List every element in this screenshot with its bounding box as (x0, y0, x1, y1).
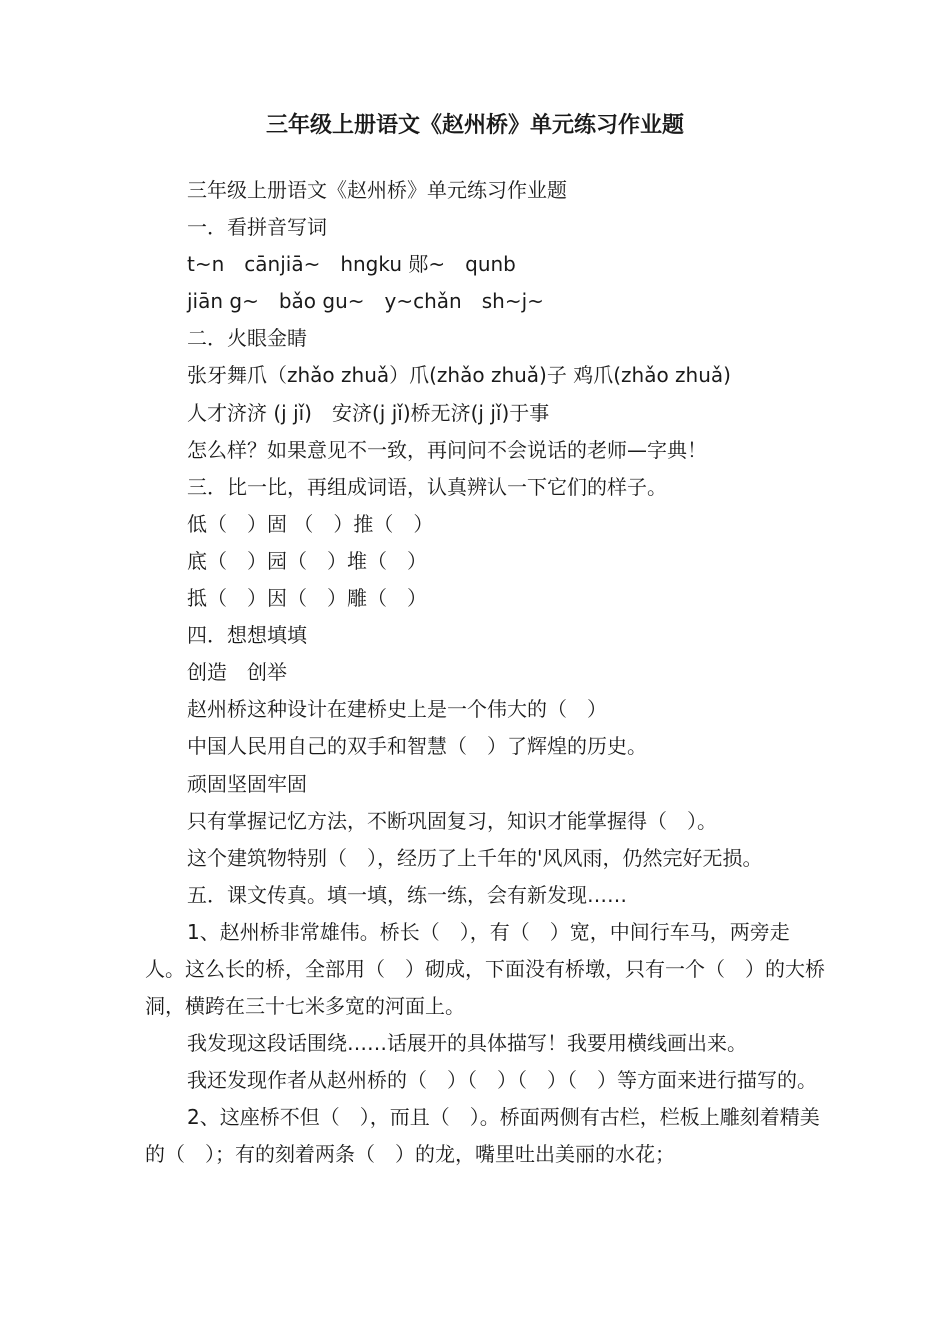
section-heading: 一．看拼音写词 (187, 215, 327, 240)
exercise-line: 底（ ）园（ ）堆（ ） (187, 548, 427, 573)
exercise-paragraph: 我还发现作者从赵州桥的（ ）（ ）（ ）（ ）等方面来进行描写的。 (187, 1068, 817, 1093)
pinyin-line: t~n cānjiā~ hngku 郧~ qunb (187, 252, 516, 277)
exercise-paragraph: 2、这座桥不但（ ），而且（ ）。桥面两侧有古栏，栏板上雕刻着精美的（ ）；有的刻着两条（ ）的龙，嘴里吐出美丽的水花； (145, 1105, 820, 1167)
section-heading: 三．比一比，再组成词语，认真辨认一下它们的样子。 (187, 474, 667, 499)
pinyin-line: jiān g~ bǎo gu~ y~chǎn sh~j~ (187, 289, 544, 314)
document-title: 三年级上册语文《赵州桥》单元练习作业题 (265, 113, 684, 138)
exercise-line: 张牙舞爪（zhǎo zhuǎ）爪(zhǎo zhuǎ)子 鸡爪(zhǎo zhuǎ) (187, 363, 731, 388)
exercise-line: 赵州桥这种设计在建桥史上是一个伟大的（ ） (187, 697, 607, 722)
document-body (145, 172, 825, 1174)
exercise-line: 我发现这段话围绕……话展开的具体描写！我要用横线画出来。 (187, 1031, 747, 1056)
exercise-line: 怎么样？如果意见不一致，再问问不会说话的老师—字典！ (187, 437, 707, 462)
exercise-paragraph: 1、赵州桥非常雄伟。桥长（ ），有（ ）宽，中间行车马，两旁走人。这么长的桥，全部用（ ）砌成，下面没有桥墩，只有一个（ ）的大桥洞，横跨在三十七米多宽的河面上。 (145, 919, 825, 1019)
exercise-line: 创造 创举 (187, 660, 287, 685)
exercise-line: 只有掌握记忆方法，不断巩固复习，知识才能掌握得（ ）。 (187, 808, 717, 833)
section-heading: 四．想想填填 (187, 623, 307, 648)
section-heading: 二．火眼金睛 (187, 326, 307, 351)
exercise-line: 抵（ ）因（ ）雕（ ） (187, 586, 427, 611)
exercise-line: 这个建筑物特别（ ），经历了上千年的'风风雨，仍然完好无损。 (187, 845, 763, 870)
exercise-line: 顽固坚固牢固 (187, 771, 307, 796)
section-heading: 五．课文传真。填一填，练一练，会有新发现…… (187, 882, 627, 907)
exercise-line: 人才济济 (j jǐ) 安济(j jǐ)桥无济(j jǐ)于事 (187, 400, 550, 425)
exercise-line: 中国人民用自己的双手和智慧（ ）了辉煌的历史。 (187, 734, 647, 759)
intro-line: 三年级上册语文《赵州桥》单元练习作业题 (187, 178, 567, 202)
exercise-line: 低（ ）固 （ ）推（ ） (187, 511, 434, 536)
